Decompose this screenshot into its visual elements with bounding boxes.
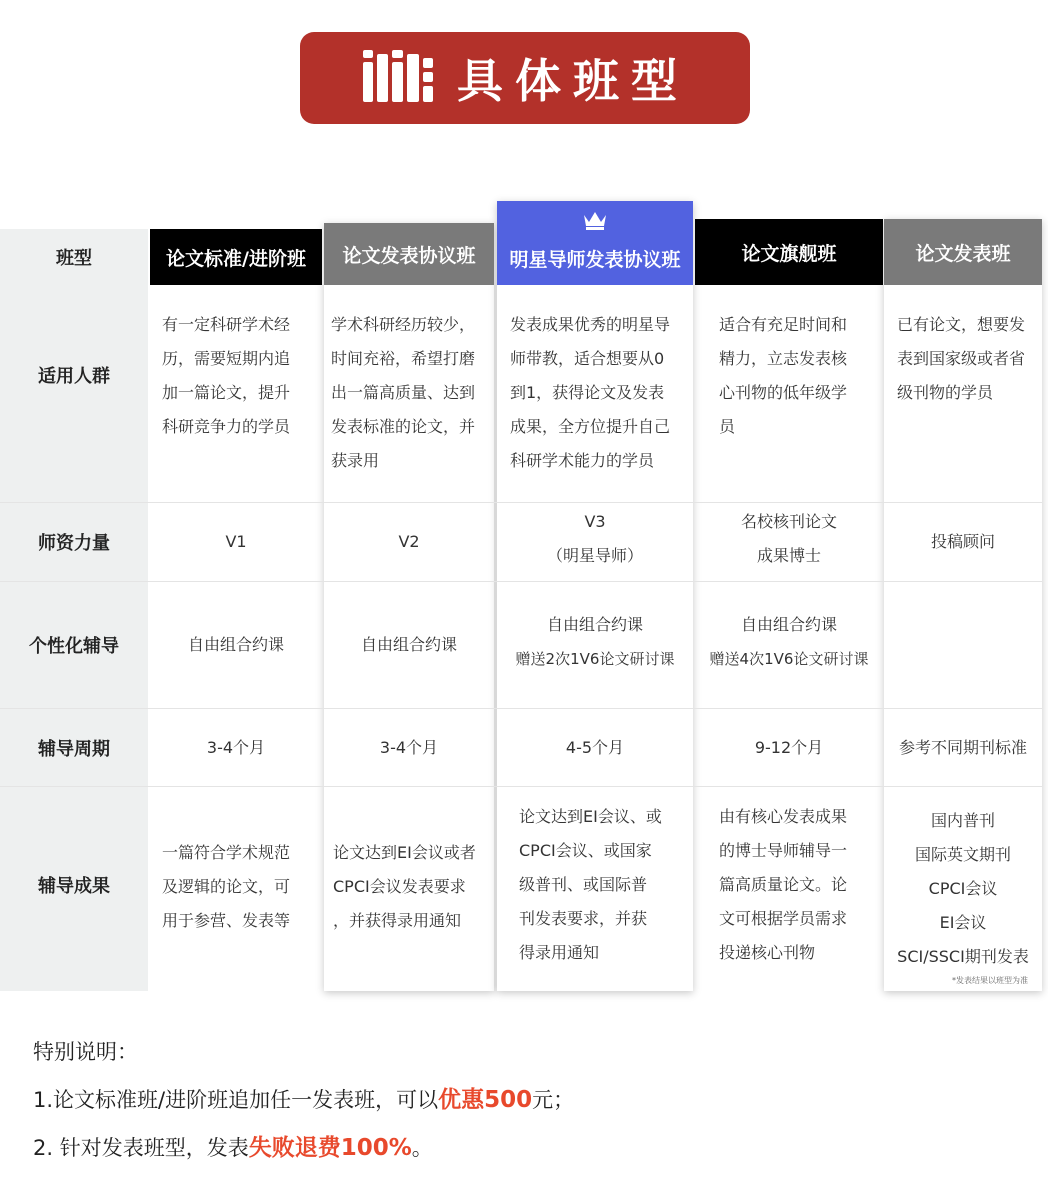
label-coaching: 个性化辅导 — [0, 582, 148, 708]
refund-highlight: 失败退费100% — [248, 1135, 412, 1161]
crown-icon — [582, 209, 608, 231]
coaching-standard: 自由组合约课 — [187, 635, 284, 654]
header-publish: 论文发表班 — [884, 219, 1042, 285]
discount-highlight: 优惠500 — [438, 1087, 533, 1113]
row-divider — [0, 786, 1042, 787]
header-agreement: 论文发表协议班 — [324, 223, 494, 285]
label-audience: 适用人群 — [0, 300, 148, 450]
result-agreement: 论文达到EI会议或者 CPCI会议发表要求 ，并获得录用通知 — [333, 843, 476, 930]
result-publish: 国内普刊 国际英文期刊 CPCI会议 EI会议 SCI/SSCI期刊发表 — [897, 811, 1029, 966]
notes-title: 特别说明： — [33, 1040, 138, 1064]
header-flagship: 论文旗舰班 — [695, 219, 883, 285]
page-title: 具体班型 — [457, 54, 689, 108]
note-line-1: 1.论文标准班/进阶班追加任一发表班，可以优惠500元； — [33, 1087, 575, 1113]
result-standard: 一篇符合学术规范 及逻辑的论文，可 用于参营、发表等 — [162, 843, 291, 930]
period-publish: 参考不同期刊标准 — [898, 737, 1027, 757]
result-star: 论文达到EI会议、或 CPCI会议、或国家 级普刊、或国际普 刊发表要求，并获 得录用通知 — [519, 807, 662, 962]
header-standard: 论文标准/进阶班 — [150, 229, 322, 285]
period-flagship: 9-12个月 — [754, 737, 824, 757]
teacher-agreement: V2 — [398, 532, 420, 551]
teacher-publish: 投稿顾问 — [930, 532, 995, 551]
teacher-star: V3 （明星导师） — [546, 512, 643, 565]
header-label-type: 班型 — [0, 229, 148, 285]
audience-star: 发表成果优秀的明星导 师带教，适合想要从0 到1，获得论文及发表 成果，全方位提升自己 科研学术能力的学员 — [510, 315, 671, 470]
period-agreement: 3-4个月 — [379, 737, 439, 757]
audience-flagship: 适合有充足时间和 精力，立志发表核 心刊物的低年级学 员 — [719, 315, 848, 436]
coaching-star: 自由组合约课 赠送2次1V6论文研讨课 — [515, 615, 675, 668]
special-notes — [33, 1028, 574, 1172]
coaching-flagship: 自由组合约课 赠送4次1V6论文研讨课 — [709, 615, 869, 668]
header-star-bg — [497, 201, 693, 285]
result-flagship: 由有核心发表成果 的博士导师辅导一 篇高质量论文。论 文可根据学员需求 投递核心刊物 — [719, 807, 848, 962]
result-footnote: *发表结果以班型为准 — [952, 976, 1028, 985]
teacher-standard: V1 — [225, 532, 247, 551]
header-star: 明星导师发表协议班 — [509, 248, 681, 271]
label-teacher: 师资力量 — [0, 503, 148, 581]
coaching-agreement: 自由组合约课 — [360, 635, 457, 654]
audience-standard: 有一定科研学术经 历，需要短期内追 加一篇论文，提升 科研竞争力的学员 — [162, 315, 291, 436]
note-line-2: 2. 针对发表班型，发表失败退费100%。 — [33, 1135, 433, 1161]
teacher-flagship: 名校核刊论文 成果博士 — [740, 512, 837, 565]
audience-publish: 已有论文，想要发 表到国家级或者省 级刊物的学员 — [897, 315, 1026, 402]
audience-agreement: 学术科研经历较少， 时间充裕，希望打磨 出一篇高质量、达到 发表标准的论文，并 获录用 — [331, 315, 476, 470]
label-result: 辅导成果 — [0, 787, 148, 983]
period-standard: 3-4个月 — [206, 737, 266, 757]
label-period: 辅导周期 — [0, 709, 148, 786]
period-star: 4-5个月 — [565, 737, 625, 757]
